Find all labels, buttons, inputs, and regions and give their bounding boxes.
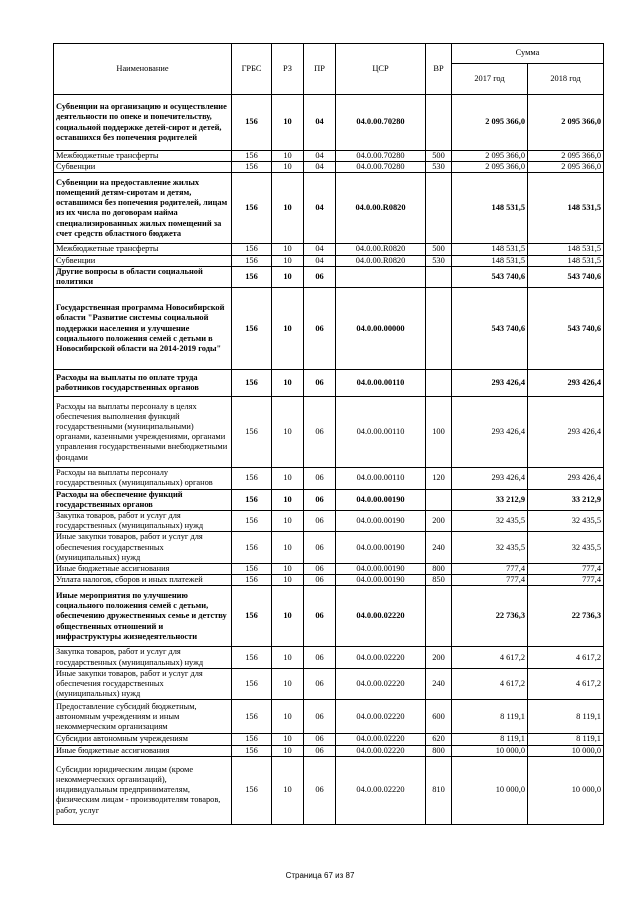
row-csr: 04.0.00.02220 xyxy=(336,647,426,668)
row-name: Межбюджетные трансферты xyxy=(54,244,232,255)
row-grbs: 156 xyxy=(232,162,272,173)
table-row xyxy=(54,756,604,824)
row-pr: 06 xyxy=(304,668,336,700)
row-vr xyxy=(426,266,452,287)
row-rz: 10 xyxy=(272,575,304,586)
row-amount-2018: 777,4 xyxy=(528,575,604,586)
table-body xyxy=(54,95,604,825)
row-grbs: 156 xyxy=(232,668,272,700)
row-vr xyxy=(426,489,452,510)
header-pr: ПР xyxy=(304,44,336,95)
page-footer xyxy=(0,871,640,880)
row-grbs: 156 xyxy=(232,173,272,244)
row-csr: 04.0.00.00190 xyxy=(336,532,426,564)
row-pr: 06 xyxy=(304,745,336,756)
row-grbs: 156 xyxy=(232,734,272,745)
row-rz: 10 xyxy=(272,468,304,489)
row-pr: 06 xyxy=(304,575,336,586)
row-amount-2017: 293 426,4 xyxy=(452,468,528,489)
row-amount-2017: 4 617,2 xyxy=(452,668,528,700)
row-vr: 530 xyxy=(426,162,452,173)
row-amount-2018: 293 426,4 xyxy=(528,468,604,489)
row-csr: 04.0.00.00110 xyxy=(336,370,426,397)
row-pr: 06 xyxy=(304,489,336,510)
row-amount-2018: 8 119,1 xyxy=(528,700,604,734)
table-row xyxy=(54,370,604,397)
row-rz: 10 xyxy=(272,266,304,287)
row-amount-2017: 777,4 xyxy=(452,575,528,586)
row-vr: 850 xyxy=(426,575,452,586)
row-amount-2018: 33 212,9 xyxy=(528,489,604,510)
row-vr: 100 xyxy=(426,397,452,468)
row-name: Предоставление субсидий бюджетным, автономным учреждениям и иным некоммерческим организациям xyxy=(54,700,232,734)
row-vr: 530 xyxy=(426,255,452,266)
row-rz: 10 xyxy=(272,370,304,397)
row-csr: 04.0.00.00000 xyxy=(336,288,426,370)
row-rz: 10 xyxy=(272,745,304,756)
row-csr: 04.0.00.02220 xyxy=(336,756,426,824)
row-pr: 04 xyxy=(304,151,336,162)
row-vr xyxy=(426,288,452,370)
row-vr xyxy=(426,370,452,397)
row-amount-2018: 543 740,6 xyxy=(528,266,604,287)
row-name: Иные закупки товаров, работ и услуг для обеспечения государственных (муниципальных) нужд xyxy=(54,532,232,564)
row-name: Субвенции на предоставление жилых помещений детям-сиротам и детям, оставшимся без попечения родителей, лицам из их числа по договорам найма специализированных жилых помещений за счет средств областного бюджета xyxy=(54,173,232,244)
row-grbs: 156 xyxy=(232,564,272,575)
row-rz: 10 xyxy=(272,668,304,700)
row-pr: 06 xyxy=(304,370,336,397)
table-row xyxy=(54,575,604,586)
row-name: Расходы на выплаты по оплате труда работников государственных органов xyxy=(54,370,232,397)
table-row xyxy=(54,95,604,151)
row-vr: 620 xyxy=(426,734,452,745)
row-amount-2018: 8 119,1 xyxy=(528,734,604,745)
row-csr: 04.0.00.00190 xyxy=(336,564,426,575)
row-amount-2017: 22 736,3 xyxy=(452,586,528,647)
row-name: Субсидии автономным учреждениям xyxy=(54,734,232,745)
row-rz: 10 xyxy=(272,586,304,647)
table-row xyxy=(54,397,604,468)
row-amount-2018: 148 531,5 xyxy=(528,173,604,244)
row-grbs: 156 xyxy=(232,95,272,151)
row-rz: 10 xyxy=(272,162,304,173)
row-vr: 800 xyxy=(426,745,452,756)
row-vr: 200 xyxy=(426,647,452,668)
row-vr xyxy=(426,173,452,244)
row-name: Субвенции xyxy=(54,255,232,266)
table-row xyxy=(54,745,604,756)
row-csr: 04.0.00.00190 xyxy=(336,575,426,586)
table-row xyxy=(54,586,604,647)
row-vr: 500 xyxy=(426,244,452,255)
header-csr: ЦСР xyxy=(336,44,426,95)
row-csr: 04.0.00.02220 xyxy=(336,745,426,756)
row-pr: 06 xyxy=(304,586,336,647)
row-csr: 04.0.00.02220 xyxy=(336,700,426,734)
row-amount-2017: 10 000,0 xyxy=(452,756,528,824)
row-amount-2017: 2 095 366,0 xyxy=(452,162,528,173)
row-pr: 06 xyxy=(304,288,336,370)
row-amount-2017: 2 095 366,0 xyxy=(452,151,528,162)
table-row xyxy=(54,266,604,287)
row-pr: 04 xyxy=(304,162,336,173)
row-rz: 10 xyxy=(272,173,304,244)
row-pr: 06 xyxy=(304,266,336,287)
row-csr: 04.0.00.00110 xyxy=(336,468,426,489)
row-name: Расходы на выплаты персоналу в целях обеспечения выполнения функций государственными (муниципальными) органами, казенными учреждениями, органами управления государственными внебюджетными фондами xyxy=(54,397,232,468)
table-row xyxy=(54,564,604,575)
table-row xyxy=(54,288,604,370)
row-amount-2017: 293 426,4 xyxy=(452,397,528,468)
row-grbs: 156 xyxy=(232,647,272,668)
row-pr: 06 xyxy=(304,647,336,668)
row-csr: 04.0.00.R0820 xyxy=(336,244,426,255)
row-amount-2018: 4 617,2 xyxy=(528,647,604,668)
row-grbs: 156 xyxy=(232,370,272,397)
row-grbs: 156 xyxy=(232,700,272,734)
header-year-2017: 2017 год xyxy=(452,64,528,95)
row-amount-2018: 148 531,5 xyxy=(528,244,604,255)
row-amount-2018: 2 095 366,0 xyxy=(528,95,604,151)
row-name: Иные бюджетные ассигнования xyxy=(54,564,232,575)
row-name: Субвенции xyxy=(54,162,232,173)
row-amount-2018: 10 000,0 xyxy=(528,745,604,756)
row-pr: 06 xyxy=(304,511,336,532)
row-grbs: 156 xyxy=(232,468,272,489)
row-vr: 600 xyxy=(426,700,452,734)
row-amount-2018: 22 736,3 xyxy=(528,586,604,647)
row-csr: 04.0.00.00190 xyxy=(336,511,426,532)
row-csr: 04.0.00.00190 xyxy=(336,489,426,510)
row-amount-2018: 293 426,4 xyxy=(528,397,604,468)
row-csr: 04.0.00.70280 xyxy=(336,151,426,162)
row-vr: 120 xyxy=(426,468,452,489)
row-rz: 10 xyxy=(272,255,304,266)
row-rz: 10 xyxy=(272,700,304,734)
table-row xyxy=(54,162,604,173)
row-amount-2017: 4 617,2 xyxy=(452,647,528,668)
row-name: Иные мероприятия по улучшению социального положения семей с детьми, обеспечению дружественных семье и детству общественных отношений и инфраструктуры жизнедеятельности xyxy=(54,586,232,647)
table-row xyxy=(54,173,604,244)
table-row xyxy=(54,255,604,266)
row-amount-2018: 148 531,5 xyxy=(528,255,604,266)
row-amount-2017: 543 740,6 xyxy=(452,266,528,287)
row-vr xyxy=(426,95,452,151)
row-pr: 06 xyxy=(304,700,336,734)
table-row xyxy=(54,511,604,532)
row-rz: 10 xyxy=(272,647,304,668)
row-name: Уплата налогов, сборов и иных платежей xyxy=(54,575,232,586)
row-pr: 04 xyxy=(304,173,336,244)
row-amount-2018: 2 095 366,0 xyxy=(528,162,604,173)
row-rz: 10 xyxy=(272,532,304,564)
row-amount-2017: 148 531,5 xyxy=(452,173,528,244)
row-rz: 10 xyxy=(272,511,304,532)
table-row xyxy=(54,734,604,745)
row-name: Государственная программа Новосибирской области "Развитие системы социальной поддержки населения и улучшение социального положения семей с детьми в Новосибирской области на 2014-2019 годы" xyxy=(54,288,232,370)
row-amount-2017: 543 740,6 xyxy=(452,288,528,370)
row-amount-2017: 33 212,9 xyxy=(452,489,528,510)
header-name: Наименование xyxy=(54,44,232,95)
row-amount-2017: 777,4 xyxy=(452,564,528,575)
row-amount-2017: 148 531,5 xyxy=(452,255,528,266)
table-row xyxy=(54,244,604,255)
row-amount-2017: 8 119,1 xyxy=(452,734,528,745)
table-row xyxy=(54,489,604,510)
row-amount-2018: 543 740,6 xyxy=(528,288,604,370)
row-rz: 10 xyxy=(272,756,304,824)
row-grbs: 156 xyxy=(232,255,272,266)
row-vr: 800 xyxy=(426,564,452,575)
row-amount-2017: 293 426,4 xyxy=(452,370,528,397)
row-name: Иные бюджетные ассигнования xyxy=(54,745,232,756)
row-amount-2017: 148 531,5 xyxy=(452,244,528,255)
row-name: Расходы на выплаты персоналу государственных (муниципальных) органов xyxy=(54,468,232,489)
row-amount-2018: 32 435,5 xyxy=(528,511,604,532)
row-csr: 04.0.00.R0820 xyxy=(336,173,426,244)
row-name: Субвенции на организацию и осуществление деятельности по опеке и попечительству, социальной поддержке детей-сирот и детей, оставшихся без попечения родителей xyxy=(54,95,232,151)
row-grbs: 156 xyxy=(232,288,272,370)
row-pr: 06 xyxy=(304,734,336,745)
row-csr: 04.0.00.70280 xyxy=(336,162,426,173)
row-vr: 810 xyxy=(426,756,452,824)
row-amount-2017: 10 000,0 xyxy=(452,745,528,756)
budget-table xyxy=(53,43,604,825)
row-pr: 06 xyxy=(304,397,336,468)
row-grbs: 156 xyxy=(232,397,272,468)
header-year-2018: 2018 год xyxy=(528,64,604,95)
row-amount-2018: 2 095 366,0 xyxy=(528,151,604,162)
row-rz: 10 xyxy=(272,288,304,370)
row-amount-2017: 8 119,1 xyxy=(452,700,528,734)
row-vr xyxy=(426,586,452,647)
row-amount-2018: 4 617,2 xyxy=(528,668,604,700)
row-vr: 240 xyxy=(426,532,452,564)
row-name: Закупка товаров, работ и услуг для государственных (муниципальных) нужд xyxy=(54,647,232,668)
row-amount-2018: 293 426,4 xyxy=(528,370,604,397)
row-csr: 04.0.00.R0820 xyxy=(336,255,426,266)
table-row xyxy=(54,468,604,489)
row-pr: 04 xyxy=(304,95,336,151)
row-csr: 04.0.00.02220 xyxy=(336,586,426,647)
table-row xyxy=(54,532,604,564)
row-rz: 10 xyxy=(272,151,304,162)
row-grbs: 156 xyxy=(232,266,272,287)
row-vr: 240 xyxy=(426,668,452,700)
row-grbs: 156 xyxy=(232,511,272,532)
row-amount-2018: 777,4 xyxy=(528,564,604,575)
row-csr: 04.0.00.70280 xyxy=(336,95,426,151)
row-csr: 04.0.00.02220 xyxy=(336,734,426,745)
row-grbs: 156 xyxy=(232,756,272,824)
row-name: Иные закупки товаров, работ и услуг для обеспечения государственных (муниципальных) нужд xyxy=(54,668,232,700)
row-grbs: 156 xyxy=(232,151,272,162)
row-amount-2018: 10 000,0 xyxy=(528,756,604,824)
row-amount-2017: 32 435,5 xyxy=(452,532,528,564)
row-grbs: 156 xyxy=(232,489,272,510)
row-grbs: 156 xyxy=(232,575,272,586)
row-csr: 04.0.00.00110 xyxy=(336,397,426,468)
row-grbs: 156 xyxy=(232,586,272,647)
row-pr: 06 xyxy=(304,756,336,824)
row-grbs: 156 xyxy=(232,745,272,756)
header-vr: ВР xyxy=(426,44,452,95)
row-pr: 06 xyxy=(304,564,336,575)
row-amount-2017: 32 435,5 xyxy=(452,511,528,532)
row-amount-2017: 2 095 366,0 xyxy=(452,95,528,151)
row-vr: 500 xyxy=(426,151,452,162)
row-rz: 10 xyxy=(272,244,304,255)
row-rz: 10 xyxy=(272,95,304,151)
row-rz: 10 xyxy=(272,397,304,468)
row-pr: 06 xyxy=(304,532,336,564)
row-name: Расходы на обеспечение функций государственных органов xyxy=(54,489,232,510)
row-name: Субсидии юридическим лицам (кроме некоммерческих организаций), индивидуальным предпринимателям, физическим лицам - производителям товаров, работ, услуг xyxy=(54,756,232,824)
table-row xyxy=(54,668,604,700)
header-grbs: ГРБС xyxy=(232,44,272,95)
header-sum: Сумма xyxy=(452,44,604,64)
row-csr: 04.0.00.02220 xyxy=(336,668,426,700)
row-rz: 10 xyxy=(272,564,304,575)
row-name: Межбюджетные трансферты xyxy=(54,151,232,162)
header-rz: РЗ xyxy=(272,44,304,95)
row-csr xyxy=(336,266,426,287)
row-grbs: 156 xyxy=(232,244,272,255)
row-pr: 04 xyxy=(304,255,336,266)
row-amount-2018: 32 435,5 xyxy=(528,532,604,564)
table-row xyxy=(54,151,604,162)
row-name: Другие вопросы в области социальной политики xyxy=(54,266,232,287)
row-rz: 10 xyxy=(272,734,304,745)
row-grbs: 156 xyxy=(232,532,272,564)
row-pr: 04 xyxy=(304,244,336,255)
table-row xyxy=(54,700,604,734)
row-pr: 06 xyxy=(304,468,336,489)
table-row xyxy=(54,647,604,668)
page-number: Страница 67 из 87 xyxy=(285,871,355,880)
row-rz: 10 xyxy=(272,489,304,510)
row-name: Закупка товаров, работ и услуг для государственных (муниципальных) нужд xyxy=(54,511,232,532)
row-vr: 200 xyxy=(426,511,452,532)
